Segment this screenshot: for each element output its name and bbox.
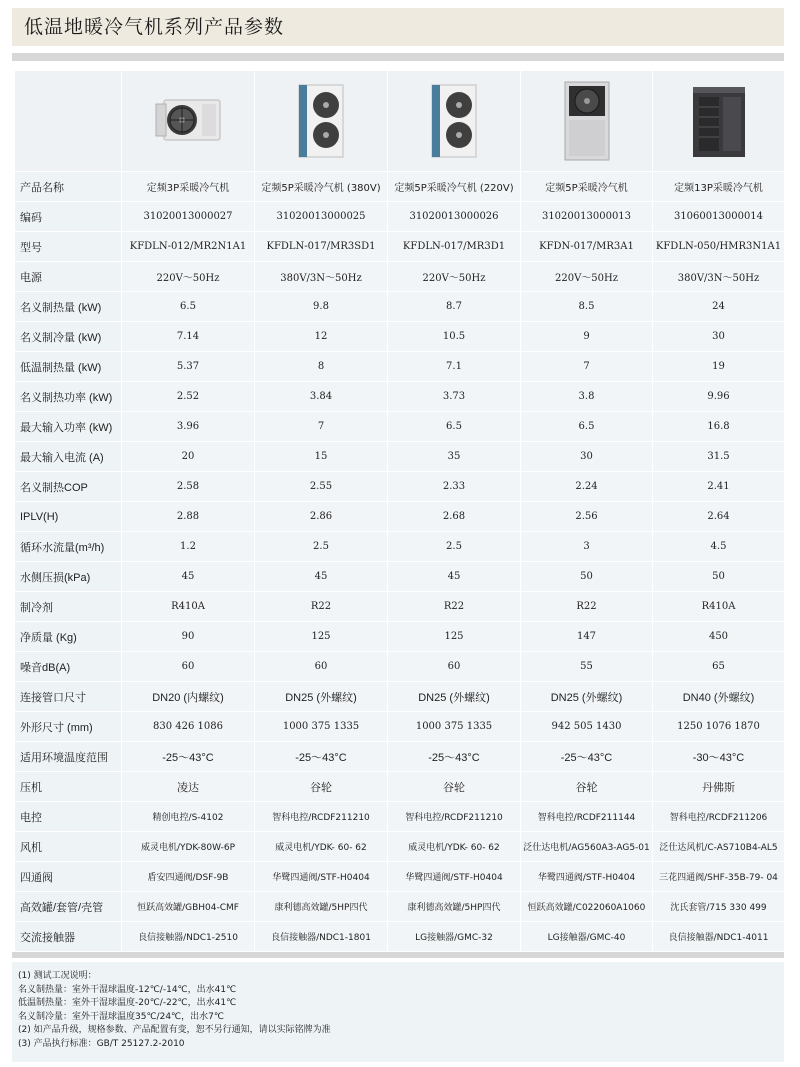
spec-value: DN40 (外螺纹) — [653, 682, 785, 712]
spec-value: 60 — [255, 652, 388, 682]
spec-label: 循环水流量(m³/h) — [15, 532, 122, 562]
spec-value: 3.73 — [388, 382, 521, 412]
spec-value: 泛仕达风机/C-AS710B4-AL5 — [653, 832, 785, 862]
spec-value: 30 — [521, 442, 653, 472]
spec-value: 智科电控/RCDF211206 — [653, 802, 785, 832]
spec-value: 380V/3N～50Hz — [255, 262, 388, 292]
spec-value: 9 — [521, 322, 653, 352]
spec-label: 名义制热COP — [15, 472, 122, 502]
spec-label: 名义制冷量 (kW) — [15, 322, 122, 352]
spec-value: R22 — [521, 592, 653, 622]
spec-value: 90 — [122, 622, 255, 652]
product-image-row — [15, 71, 785, 172]
spec-value: 12 — [255, 322, 388, 352]
spec-label: 最大输入功率 (kW) — [15, 412, 122, 442]
note-line: 低温制热量：室外干湿球温度-20℃/-22℃，出水41℃ — [18, 998, 237, 1008]
spec-label: 产品名称 — [15, 172, 122, 202]
spec-value: 威灵电机/YDK- 60- 62 — [388, 832, 521, 862]
spec-value: 5.37 — [122, 352, 255, 382]
spec-value: 2.5 — [388, 532, 521, 562]
spec-value: 康利德高效罐/5HP四代 — [255, 892, 388, 922]
spec-row — [15, 262, 785, 292]
spec-value: 4.5 — [653, 532, 785, 562]
spec-value: 定频5P采暖冷气机 (380V) — [255, 172, 388, 202]
spec-value: 7 — [521, 352, 653, 382]
notes-section — [12, 962, 784, 1062]
spec-value: 华鹭四通阀/STF-H0404 — [255, 862, 388, 892]
spec-row — [15, 472, 785, 502]
spec-value: LG接触器/GMC-32 — [388, 922, 521, 952]
spec-value: -25～43°C — [255, 742, 388, 772]
spec-value: 智科电控/RCDF211210 — [255, 802, 388, 832]
spec-value: DN25 (外螺纹) — [388, 682, 521, 712]
note-line: 名义制热量：室外干湿球温度-12℃/-14℃，出水41℃ — [18, 984, 237, 995]
spec-value: 2.86 — [255, 502, 388, 532]
spec-value: 1.2 — [122, 532, 255, 562]
spec-value: 45 — [122, 562, 255, 592]
spec-value: 16.8 — [653, 412, 785, 442]
spec-value: 50 — [521, 562, 653, 592]
spec-label: 连接管口尺寸 — [15, 682, 122, 712]
spec-value: 威灵电机/YDK- 60- 62 — [255, 832, 388, 862]
spec-value: 9.8 — [255, 292, 388, 322]
spec-row — [15, 172, 785, 202]
spec-label: 高效罐/套管/壳管 — [15, 892, 122, 922]
spec-value: 15 — [255, 442, 388, 472]
spec-value: 良信接触器/NDC1-1801 — [255, 922, 388, 952]
spec-value: 65 — [653, 652, 785, 682]
spec-value: 31020013000013 — [521, 202, 653, 232]
product-image-cell — [653, 71, 785, 172]
spec-value: -30～43°C — [653, 742, 785, 772]
spec-label: 净质量 (Kg) — [15, 622, 122, 652]
note-line: 名义制冷量：室外干湿球温度35℃/24℃，出水7℃ — [18, 1011, 224, 1022]
spec-value: 31020013000026 — [388, 202, 521, 232]
spec-value: 60 — [388, 652, 521, 682]
spec-value: 2.24 — [521, 472, 653, 502]
note-line: (3) 产品执行标准：GB/T 25127.2-2010 — [18, 1038, 185, 1049]
spec-value: 沈氏套管/715 330 499 — [653, 892, 785, 922]
spec-value: 35 — [388, 442, 521, 472]
spec-label: 低温制热量 (kW) — [15, 352, 122, 382]
spec-label: 交流接触器 — [15, 922, 122, 952]
twin-fan-unit-icon — [295, 83, 347, 159]
spec-row — [15, 892, 785, 922]
spec-value: 精创电控/S-4102 — [122, 802, 255, 832]
title-divider — [12, 53, 784, 61]
spec-value: DN20 (内螺纹) — [122, 682, 255, 712]
spec-value: 8 — [255, 352, 388, 382]
spec-row — [15, 352, 785, 382]
spec-value: 8.7 — [388, 292, 521, 322]
spec-value: 良信接触器/NDC1-4011 — [653, 922, 785, 952]
spec-value: 7 — [255, 412, 388, 442]
spec-value: 谷轮 — [388, 772, 521, 802]
spec-value: 31.5 — [653, 442, 785, 472]
note-line: (1) 测试工况说明： — [18, 971, 97, 981]
spec-row — [15, 862, 785, 892]
spec-value: KFDLN-012/MR2N1A1 — [122, 232, 255, 262]
spec-value: 威灵电机/YDK-80W-6P — [122, 832, 255, 862]
spec-value: 定频5P采暖冷气机 — [521, 172, 653, 202]
spec-value: 6.5 — [122, 292, 255, 322]
spec-row — [15, 382, 785, 412]
spec-row — [15, 442, 785, 472]
spec-value: 24 — [653, 292, 785, 322]
spec-value: 380V/3N～50Hz — [653, 262, 785, 292]
spec-value: 2.68 — [388, 502, 521, 532]
spec-value: 220V～50Hz — [521, 262, 653, 292]
spec-row — [15, 922, 785, 952]
spec-value: -25～43°C — [388, 742, 521, 772]
spec-row — [15, 532, 785, 562]
spec-row — [15, 742, 785, 772]
spec-row — [15, 502, 785, 532]
spec-value: 3.96 — [122, 412, 255, 442]
spec-label: IPLV(H) — [15, 502, 122, 532]
spec-value: 定频13P采暖冷气机 — [653, 172, 785, 202]
steel-cabinet-unit-icon — [559, 80, 615, 162]
spec-value: -25～43°C — [122, 742, 255, 772]
spec-value: 定频5P采暖冷气机 (220V) — [388, 172, 521, 202]
spec-value: 恒跃高效罐/GBH04-CMF — [122, 892, 255, 922]
spec-value: 19 — [653, 352, 785, 382]
spec-value: 942 505 1430 — [521, 712, 653, 742]
spec-value: R410A — [653, 592, 785, 622]
spec-row — [15, 292, 785, 322]
spec-row — [15, 682, 785, 712]
spec-value: 20 — [122, 442, 255, 472]
spec-value: 盾安四通阀/DSF-9B — [122, 862, 255, 892]
spec-value: 康利德高效罐/5HP四代 — [388, 892, 521, 922]
spec-value: 7.1 — [388, 352, 521, 382]
spec-value: 220V～50Hz — [122, 262, 255, 292]
spec-table — [14, 70, 785, 952]
spec-row — [15, 652, 785, 682]
spec-value: 45 — [388, 562, 521, 592]
spec-value: 30 — [653, 322, 785, 352]
spec-value: 60 — [122, 652, 255, 682]
spec-value: 2.58 — [122, 472, 255, 502]
spec-value: R410A — [122, 592, 255, 622]
spec-value: 智科电控/RCDF211210 — [388, 802, 521, 832]
spec-value: 1000 375 1335 — [388, 712, 521, 742]
spec-value: 3.8 — [521, 382, 653, 412]
spec-value: 2.55 — [255, 472, 388, 502]
spec-value: 谷轮 — [255, 772, 388, 802]
dark-large-unit-icon — [689, 83, 749, 159]
spec-value: 1000 375 1335 — [255, 712, 388, 742]
spec-value: 恒跃高效罐/C022060A1060 — [521, 892, 653, 922]
spec-label: 电控 — [15, 802, 122, 832]
product-image-cell — [521, 71, 653, 172]
product-image-cell — [388, 71, 521, 172]
spec-value: 2.88 — [122, 502, 255, 532]
spec-value: KFDLN-017/MR3SD1 — [255, 232, 388, 262]
spec-value: -25～43°C — [521, 742, 653, 772]
spec-value: 凌达 — [122, 772, 255, 802]
spec-row — [15, 832, 785, 862]
spec-label: 型号 — [15, 232, 122, 262]
spec-value: KFDN-017/MR3A1 — [521, 232, 653, 262]
spec-row — [15, 202, 785, 232]
spec-value: 1250 1076 1870 — [653, 712, 785, 742]
spec-row — [15, 322, 785, 352]
spec-value: KFDLN-017/MR3D1 — [388, 232, 521, 262]
spec-value: 定频3P采暖冷气机 — [122, 172, 255, 202]
twin-fan-unit-icon — [428, 83, 480, 159]
spec-value: 830 426 1086 — [122, 712, 255, 742]
page-title: 低温地暖冷气机系列产品参数 — [24, 16, 285, 38]
product-image-cell — [122, 71, 255, 172]
small-condensing-unit-icon — [152, 96, 224, 146]
spec-value: 220V～50Hz — [388, 262, 521, 292]
spec-value: 45 — [255, 562, 388, 592]
spec-row — [15, 562, 785, 592]
spec-value: 31060013000014 — [653, 202, 785, 232]
spec-value: 6.5 — [521, 412, 653, 442]
spec-value: 三花四通阀/SHF-35B-79- 04 — [653, 862, 785, 892]
spec-value: 50 — [653, 562, 785, 592]
spec-label: 最大输入电流 (A) — [15, 442, 122, 472]
spec-value: R22 — [388, 592, 521, 622]
spec-label: 名义制热功率 (kW) — [15, 382, 122, 412]
spec-value: 7.14 — [122, 322, 255, 352]
spec-label: 编码 — [15, 202, 122, 232]
spec-value: 10.5 — [388, 322, 521, 352]
product-image-cell — [255, 71, 388, 172]
spec-label: 噪音dB(A) — [15, 652, 122, 682]
spec-value: LG接触器/GMC-40 — [521, 922, 653, 952]
spec-value: 华鹭四通阀/STF-H0404 — [388, 862, 521, 892]
spec-row — [15, 622, 785, 652]
title-bar — [12, 8, 784, 46]
spec-label: 名义制热量 (kW) — [15, 292, 122, 322]
notes-divider — [12, 952, 784, 958]
spec-value: 55 — [521, 652, 653, 682]
spec-value: 2.5 — [255, 532, 388, 562]
spec-value: 泛仕达电机/AG560A3-AG5-01 — [521, 832, 653, 862]
spec-label: 压机 — [15, 772, 122, 802]
spec-label: 水侧压损(kPa) — [15, 562, 122, 592]
spec-value: 147 — [521, 622, 653, 652]
spec-value: 谷轮 — [521, 772, 653, 802]
spec-value: KFDLN-050/HMR3N1A1 — [653, 232, 785, 262]
spec-value: 2.41 — [653, 472, 785, 502]
spec-value: 智科电控/RCDF211144 — [521, 802, 653, 832]
spec-value: 2.64 — [653, 502, 785, 532]
spec-value: 华鹭四通阀/STF-H0404 — [521, 862, 653, 892]
spec-row — [15, 592, 785, 622]
spec-value: 2.52 — [122, 382, 255, 412]
spec-value: 125 — [255, 622, 388, 652]
spec-value: 良信接触器/NDC1-2510 — [122, 922, 255, 952]
spec-label: 适用环境温度范围 — [15, 742, 122, 772]
corner-cell — [15, 71, 122, 172]
spec-value: 31020013000027 — [122, 202, 255, 232]
spec-label: 外形尺寸 (mm) — [15, 712, 122, 742]
spec-value: 125 — [388, 622, 521, 652]
spec-value: 2.33 — [388, 472, 521, 502]
spec-label: 制冷剂 — [15, 592, 122, 622]
spec-row — [15, 412, 785, 442]
spec-row — [15, 802, 785, 832]
spec-row — [15, 712, 785, 742]
spec-value: 3 — [521, 532, 653, 562]
spec-value: 9.96 — [653, 382, 785, 412]
spec-label: 四通阀 — [15, 862, 122, 892]
spec-value: 2.56 — [521, 502, 653, 532]
spec-value: 丹佛斯 — [653, 772, 785, 802]
spec-row — [15, 772, 785, 802]
spec-value: R22 — [255, 592, 388, 622]
spec-value: 3.84 — [255, 382, 388, 412]
spec-label: 风机 — [15, 832, 122, 862]
spec-label: 电源 — [15, 262, 122, 292]
spec-value: DN25 (外螺纹) — [521, 682, 653, 712]
spec-value: 450 — [653, 622, 785, 652]
spec-value: 31020013000025 — [255, 202, 388, 232]
note-line: (2) 如产品升级，规格参数、产品配置有变，恕不另行通知，请以实际铭牌为准 — [18, 1025, 331, 1035]
spec-row — [15, 232, 785, 262]
spec-value: DN25 (外螺纹) — [255, 682, 388, 712]
spec-value: 6.5 — [388, 412, 521, 442]
spec-value: 8.5 — [521, 292, 653, 322]
